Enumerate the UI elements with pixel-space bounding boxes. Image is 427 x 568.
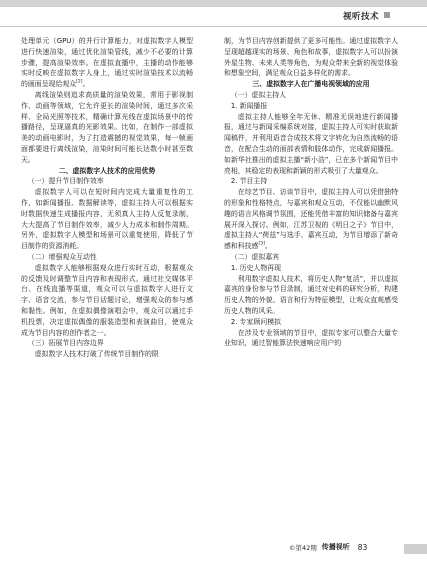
paragraph-text: （二）虚拟嘉宾 <box>230 252 280 261</box>
paragraph-text: 虚拟数字人可以在短时间内完成大量重复性的工作，如新闻播报、数据解读等，虚拟主持人可以根据实时数据快速生成播报内容，无须真人主持人反复录制，大大提高了节目制作效率，减少人力成本和制作周期。另外，虚拟数字人模型和场景可以重复使用，降低了节目制作的资源消耗。 <box>21 188 193 251</box>
paragraph <box>224 36 398 79</box>
paragraph-end: 。 <box>264 242 272 251</box>
paragraph-text: 虚拟数字人能够根据观众进行实时互动，根据观众的反馈及时调整节目内容和表现形式。通过社交媒体平台、在线直播等渠道，观众可以与虚拟数字人进行文字、语音交流，参与节目话题讨论，增强观众的参与感和黏性。例如，在虚拟偶像演唱会中，观众可以通过手机投票，决定虚拟偶像的服装造型和表演曲目，使观众成为节目内容的创作者之一。 <box>21 263 193 337</box>
section-label: 视听技术 <box>342 12 379 22</box>
subsection-heading <box>224 317 398 328</box>
paragraph-text: 1. 新闻播报 <box>230 101 268 110</box>
paragraph-text: 三、虚拟数字人在广播电视领域的应用 <box>252 80 370 89</box>
paragraph <box>21 36 193 90</box>
section-heading <box>21 166 193 177</box>
paragraph-text: （一）提升节目制作效率 <box>27 177 104 186</box>
paragraph-text: 在涉及专业领域的节目中，虚拟专家可以整合大量专业知识，通过智能算法快速响应用户的 <box>224 328 398 348</box>
subsection-heading <box>224 263 398 274</box>
page-number: 83 <box>357 542 368 552</box>
paragraph-text: 虚拟数字人技术打破了传统节目制作的限 <box>34 350 159 359</box>
paragraph-text: 1. 历史人物再现 <box>230 263 281 272</box>
paragraph-text: 2. 专家顾问模拟 <box>230 317 281 326</box>
subsection-heading <box>224 252 398 263</box>
paragraph-text: （三）拓展节目内容边界 <box>27 339 104 348</box>
page-footer <box>289 542 367 552</box>
paragraph-text: 虚拟主持人能够全年无休、精准无误地进行新闻播报，通过与新闻采编系统对接，虚拟主持人可实时获取新闻稿件，并利用语音合成技术将文字转化为自然流畅的语音，在配合生动的面部表情和肢体动作，完成新闻播报。如新华社推出的虚拟主播“新小浩”，已在多个新闻节目中亮相，其稳定的表现和新颖的形式吸引了大量观众。 <box>224 112 398 175</box>
magazine-name: 传播视听 <box>321 542 350 551</box>
citation-ref: [3] <box>258 241 265 247</box>
paragraph <box>21 90 193 166</box>
paragraph-text: （二）增强观众互动性 <box>27 252 97 261</box>
subsection-heading <box>21 252 193 263</box>
paragraph-end: 。 <box>82 80 90 89</box>
section-marker-icon <box>384 12 390 18</box>
right-column <box>224 36 398 349</box>
paragraph-text: 二、虚拟数字人技术的应用优势 <box>58 166 156 175</box>
footer-bar <box>404 544 427 554</box>
paragraph-text: 制，为节目内容创新提供了更多可能性。通过虚拟数字人呈现超越现实的场景、角色和故事，虚拟数字人可以扮演外星生物、未来人类等角色，为观众带来全新的视觉体验和想象空间，满足观众日益多样化的需求。 <box>224 37 398 78</box>
left-column <box>21 36 193 360</box>
paragraph <box>224 328 398 350</box>
subsection-heading <box>224 176 398 187</box>
paragraph-text: 离线渲染则追求高质量的渲染效果，常用于影视制作、动画等领域，它允许更长的渲染时间，通过多次采样、全局光照等技术，精确计算光线在虚拟场景中的传播路径，呈现逼真的光影效果。比如，在制作一部虚拟美的动画电影时，为了打造震撼的视觉效果，每一帧画面都要进行离线渲染，渲染时间可能长达数小时甚至数天。 <box>21 90 193 164</box>
paragraph-text: （一）虚拟主持人 <box>230 90 287 99</box>
paragraph <box>21 263 193 339</box>
subsection-heading <box>21 176 193 187</box>
section-heading <box>224 79 398 90</box>
top-stripe <box>0 0 427 7</box>
paragraph-text: 利用数字虚拟人技术，将历史人物“复活”，并以虚拟嘉宾的身份参与节目录制，通过对史料的研究分析，构建历史人物的外貌、语言和行为特征模型，让观众直观感受历史人物的风采。 <box>224 274 398 315</box>
paragraph <box>21 187 193 252</box>
paragraph-text: 处理单元（GPU）的并行计算能力，对虚拟数字人模型进行快速渲染，通过优化渲染管线，减少不必要的计算步骤，提高渲染效率。在虚拟直播中，主播的动作能够实时反映在虚拟数字人身上，通过实时渲染技术以流畅的画面呈现给观众 <box>21 37 193 89</box>
paragraph <box>224 187 398 252</box>
header-rule <box>0 26 427 27</box>
subsection-heading <box>224 90 398 101</box>
paragraph <box>224 274 398 317</box>
paragraph <box>224 112 398 177</box>
subsection-heading <box>21 338 193 349</box>
paragraph-text: 在综艺节目、访谈节目中，虚拟主持人可以凭借独特的形象和性格特点，与嘉宾和观众互动，不仅能以幽默风趣的语言风格调节氛围，还能凭借丰富的知识储备与嘉宾展开深入探讨。例如，江苏卫视的《明日之子》节目中，虚拟主持人“荷兹”与选手、嘉宾互动，为节目增添了新奇感和科技感 <box>224 188 398 251</box>
citation-ref: [2] <box>76 79 83 85</box>
issue-number: ©第42期 <box>289 543 317 552</box>
paragraph-text: 2. 节目主持 <box>230 177 268 186</box>
paragraph <box>21 349 193 360</box>
subsection-heading <box>224 101 398 112</box>
